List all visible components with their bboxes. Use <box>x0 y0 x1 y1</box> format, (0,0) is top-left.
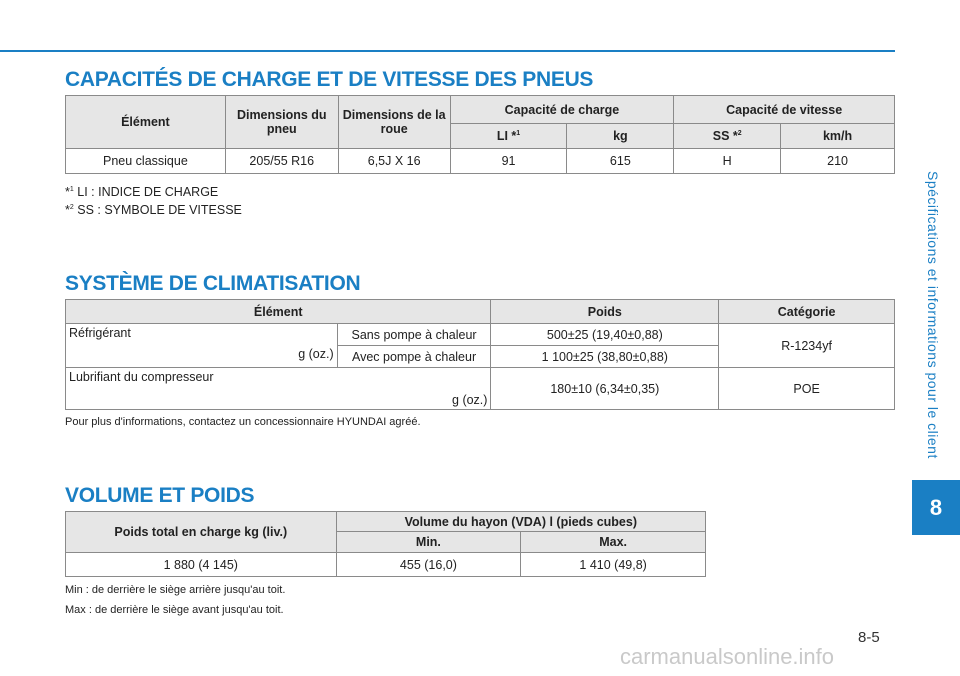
table-row <box>66 553 706 577</box>
with-heat-pump-value: 1 100±25 (38,80±0,88) <box>491 346 719 368</box>
lubricant-cell <box>66 368 491 410</box>
volume-section-title: VOLUME ET POIDS <box>65 484 255 507</box>
aircon-table <box>65 299 895 410</box>
header-li: LI *$^1$ <box>450 124 567 149</box>
footnote-li: *$^1$ LI : INDICE DE CHARGE <box>65 185 219 199</box>
header-trunk-volume: Volume du hayon (VDA) l (pieds cubes) <box>336 512 705 532</box>
header-kmh: km/h <box>781 124 895 149</box>
header-min: Min. <box>336 532 521 553</box>
cell-element: Pneu classique <box>66 149 226 174</box>
header-tire-size: Dimensions du pneu <box>225 96 338 149</box>
header-weight: Poids <box>491 300 719 324</box>
lubricant-unit: g (oz.) <box>452 393 488 407</box>
without-heat-pump-value: 500±25 (19,40±0,88) <box>491 324 719 346</box>
cell-ss: H <box>674 149 781 174</box>
cell-kg: 615 <box>567 149 674 174</box>
refrigerant-unit: g (oz.) <box>298 347 334 361</box>
tires-section-title: CAPACITÉS DE CHARGE ET DE VITESSE DES PNEUS <box>65 68 594 91</box>
chapter-tab: 8 <box>912 480 960 535</box>
header-max: Max. <box>521 532 706 553</box>
header-load-capacity: Capacité de charge <box>450 96 674 124</box>
header-wheel-size: Dimensions de la roue <box>338 96 450 149</box>
volume-note-min: Min : de derrière le siège arrière jusqu'au toit. <box>65 584 286 596</box>
cell-kmh: 210 <box>781 149 895 174</box>
table-row <box>66 149 895 174</box>
header-gross-weight: Poids total en charge kg (liv.) <box>66 512 337 553</box>
aircon-section-title: SYSTÈME DE CLIMATISATION <box>65 272 361 295</box>
refrigerant-cell <box>66 324 338 368</box>
header-ss: SS *$^2$ <box>674 124 781 149</box>
top-rule <box>0 50 895 52</box>
header-element: Élément <box>66 300 491 324</box>
lubricant-value: 180±10 (6,34±0,35) <box>491 368 719 410</box>
lubricant-category: POE <box>719 368 895 410</box>
refrigerant-label: Réfrigérant <box>69 326 131 340</box>
header-category: Catégorie <box>719 300 895 324</box>
cell-gross-weight: 1 880 (4 145) <box>66 553 337 577</box>
chapter-side-title: Spécifications et informations pour le client <box>925 171 941 459</box>
header-element: Élément <box>66 96 226 149</box>
refrigerant-category: R-1234yf <box>719 324 895 368</box>
volume-table <box>65 511 706 577</box>
cell-min: 455 (16,0) <box>336 553 521 577</box>
cell-max: 1 410 (49,8) <box>521 553 706 577</box>
cell-li: 91 <box>450 149 567 174</box>
page-number: 8-5 <box>858 629 880 646</box>
cell-tire-size: 205/55 R16 <box>225 149 338 174</box>
footnote-ss: *$^2$ SS : SYMBOLE DE VITESSE <box>65 203 242 217</box>
tires-table <box>65 95 895 174</box>
cell-wheel-size: 6,5J X 16 <box>338 149 450 174</box>
aircon-note: Pour plus d'informations, contactez un concessionnaire HYUNDAI agréé. <box>65 416 421 428</box>
lubricant-label: Lubrifiant du compresseur <box>69 370 214 384</box>
volume-note-max: Max : de derrière le siège avant jusqu'au toit. <box>65 604 284 616</box>
without-heat-pump-label: Sans pompe à chaleur <box>337 324 491 346</box>
header-kg: kg <box>567 124 674 149</box>
header-speed-capacity: Capacité de vitesse <box>674 96 895 124</box>
watermark: carmanualsonline.info <box>620 644 835 669</box>
with-heat-pump-label: Avec pompe à chaleur <box>337 346 491 368</box>
